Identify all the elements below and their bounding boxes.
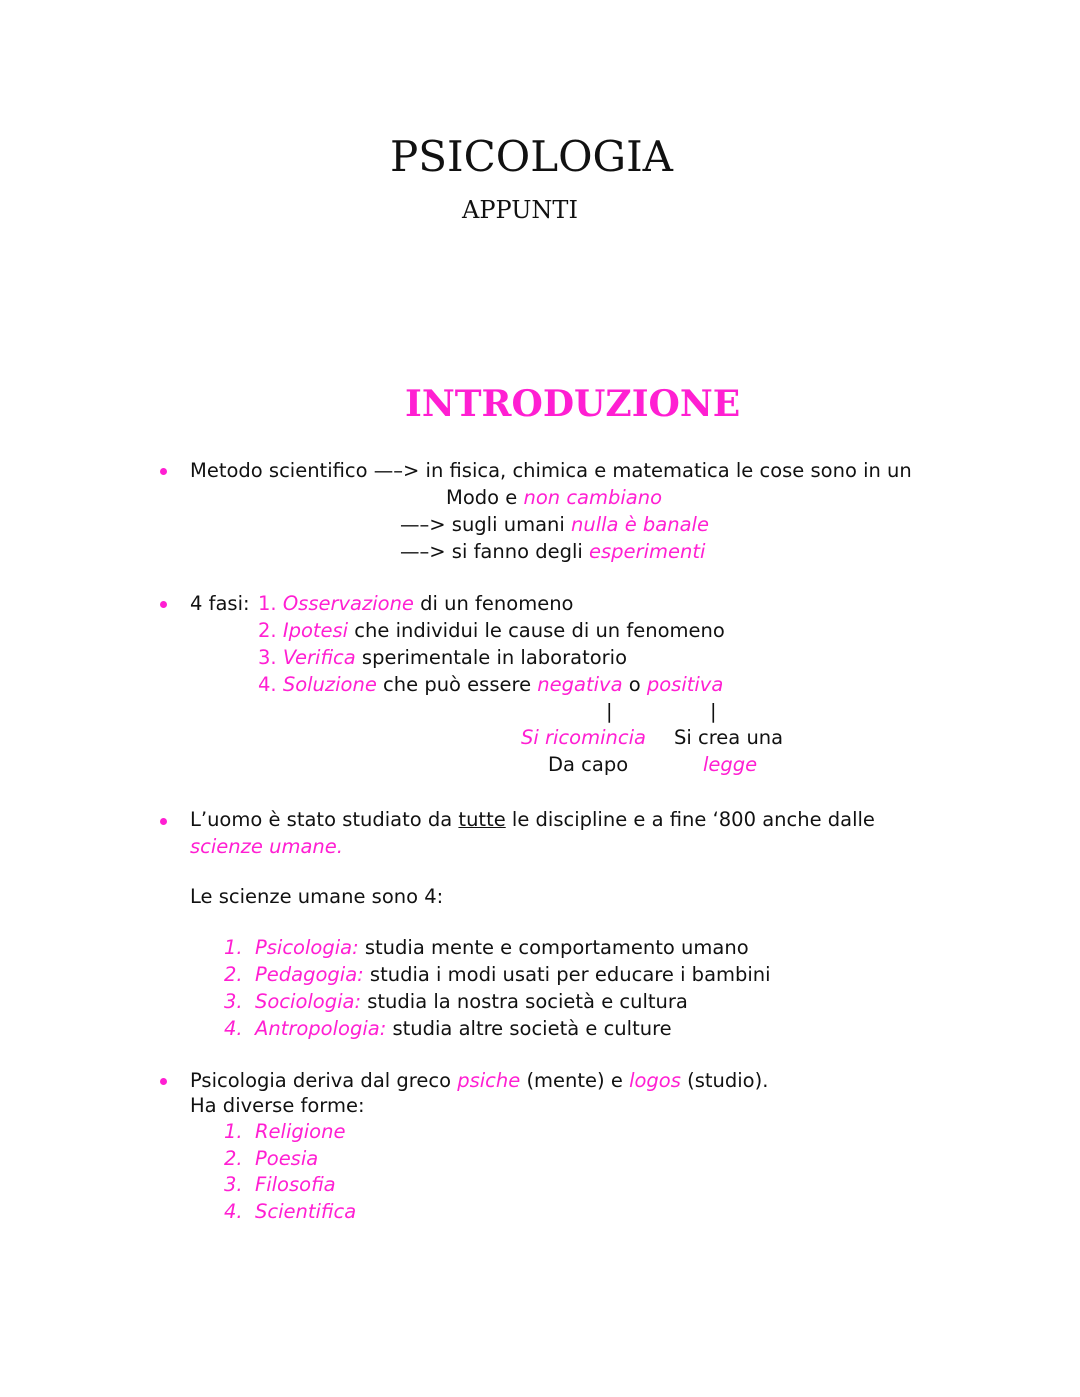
fase-number: 1. (258, 592, 283, 615)
fase-2 (258, 618, 725, 644)
fase-1 (258, 591, 573, 617)
scienza-number: 3. (224, 990, 243, 1013)
deriva-accent: logos (629, 1069, 681, 1092)
forma-item (224, 1172, 336, 1198)
metodo-accent: nulla è banale (571, 513, 709, 536)
fase-name: Osservazione (282, 592, 414, 615)
bullet-icon (160, 468, 167, 475)
fase-negativa: negativa (537, 673, 623, 696)
metodo-line-4 (400, 539, 705, 565)
forma-number: 1. (224, 1120, 243, 1143)
scienza-item (224, 962, 771, 988)
scienza-item (224, 1016, 672, 1042)
forma-name: Scientifica (255, 1200, 357, 1223)
metodo-line-1: Metodo scientifico —–> in fisica, chimica e matematica le cose sono in un (190, 459, 912, 482)
fase-desc: che può essere (376, 673, 538, 696)
scienza-item (224, 935, 749, 961)
deriva-line-1 (190, 1068, 768, 1094)
scienza-name: Antropologia: (255, 1017, 387, 1040)
fasi-label: 4 fasi: (190, 592, 250, 615)
uomo-text: L’uomo è stato studiato da (190, 808, 459, 831)
fase-desc: di un fenomeno (413, 592, 574, 615)
bullet-icon (160, 1078, 167, 1085)
deriva-text: (mente) e (520, 1069, 630, 1092)
scienza-name: Sociologia: (255, 990, 362, 1013)
fase-positiva: positiva (646, 673, 724, 696)
positive-outcome-1: Si crea una (674, 726, 784, 749)
scienza-item (224, 989, 688, 1015)
scienza-number: 4. (224, 1017, 243, 1040)
forma-name: Filosofia (255, 1173, 336, 1196)
deriva-accent: psiche (457, 1069, 521, 1092)
fase-desc: che individui le cause di un fenomeno (348, 619, 725, 642)
forma-name: Religione (255, 1120, 346, 1143)
fase-name: Ipotesi (282, 619, 349, 642)
negative-outcome-2: Da capo (548, 753, 629, 776)
branch-pipe-positive: | (710, 700, 717, 723)
scienze-intro: Le scienze umane sono 4: (190, 885, 444, 908)
fase-name: Soluzione (282, 673, 377, 696)
metodo-accent: esperimenti (589, 540, 706, 563)
deriva-line-2: Ha diverse forme: (190, 1094, 365, 1117)
page-title: PSICOLOGIA (390, 132, 673, 181)
fase-desc: sperimentale in laboratorio (355, 646, 628, 669)
fase-name: Verifica (282, 646, 356, 669)
fase-number: 3. (258, 646, 283, 669)
metodo-text: —–> si fanno degli (400, 540, 590, 563)
scienza-desc: studia mente e comportamento umano (358, 936, 749, 959)
fase-number: 4. (258, 673, 283, 696)
uomo-text: le discipline e a fine ‘800 anche dalle (505, 808, 875, 831)
uomo-line-2: scienze umane. (190, 835, 343, 858)
forma-number: 4. (224, 1200, 243, 1223)
fase-3 (258, 645, 627, 671)
scienza-number: 2. (224, 963, 243, 986)
metodo-text: —–> sugli umani (400, 513, 571, 536)
branch-pipe-negative: | (606, 700, 613, 723)
forma-number: 3. (224, 1173, 243, 1196)
metodo-line-2 (446, 485, 662, 511)
fase-desc: o (622, 673, 647, 696)
scienza-desc: studia la nostra società e cultura (361, 990, 688, 1013)
forma-item (224, 1199, 356, 1225)
metodo-accent: non cambiano (523, 486, 663, 509)
uomo-line-1 (190, 807, 875, 833)
bullet-icon (160, 818, 167, 825)
page-subtitle: APPUNTI (462, 196, 578, 224)
bullet-icon (160, 601, 167, 608)
deriva-text: Psicologia deriva dal greco (190, 1069, 458, 1092)
scienza-name: Psicologia: (255, 936, 359, 959)
scienza-desc: studia i modi usati per educare i bambini (363, 963, 771, 986)
uomo-underlined: tutte (458, 808, 506, 831)
metodo-text: Modo e (446, 486, 524, 509)
scienza-number: 1. (224, 936, 243, 959)
deriva-text: (studio). (680, 1069, 769, 1092)
section-heading: INTRODUZIONE (405, 383, 741, 425)
scienza-desc: studia altre società e culture (386, 1017, 672, 1040)
fase-4 (258, 672, 723, 698)
metodo-line-3 (400, 512, 709, 538)
fase-number: 2. (258, 619, 283, 642)
forma-name: Poesia (255, 1147, 319, 1170)
forma-item (224, 1119, 345, 1145)
negative-outcome-1: Si ricomincia (521, 726, 646, 749)
scienza-name: Pedagogia: (255, 963, 364, 986)
forma-item (224, 1146, 318, 1172)
forma-number: 2. (224, 1147, 243, 1170)
positive-outcome-2: legge (703, 753, 758, 776)
